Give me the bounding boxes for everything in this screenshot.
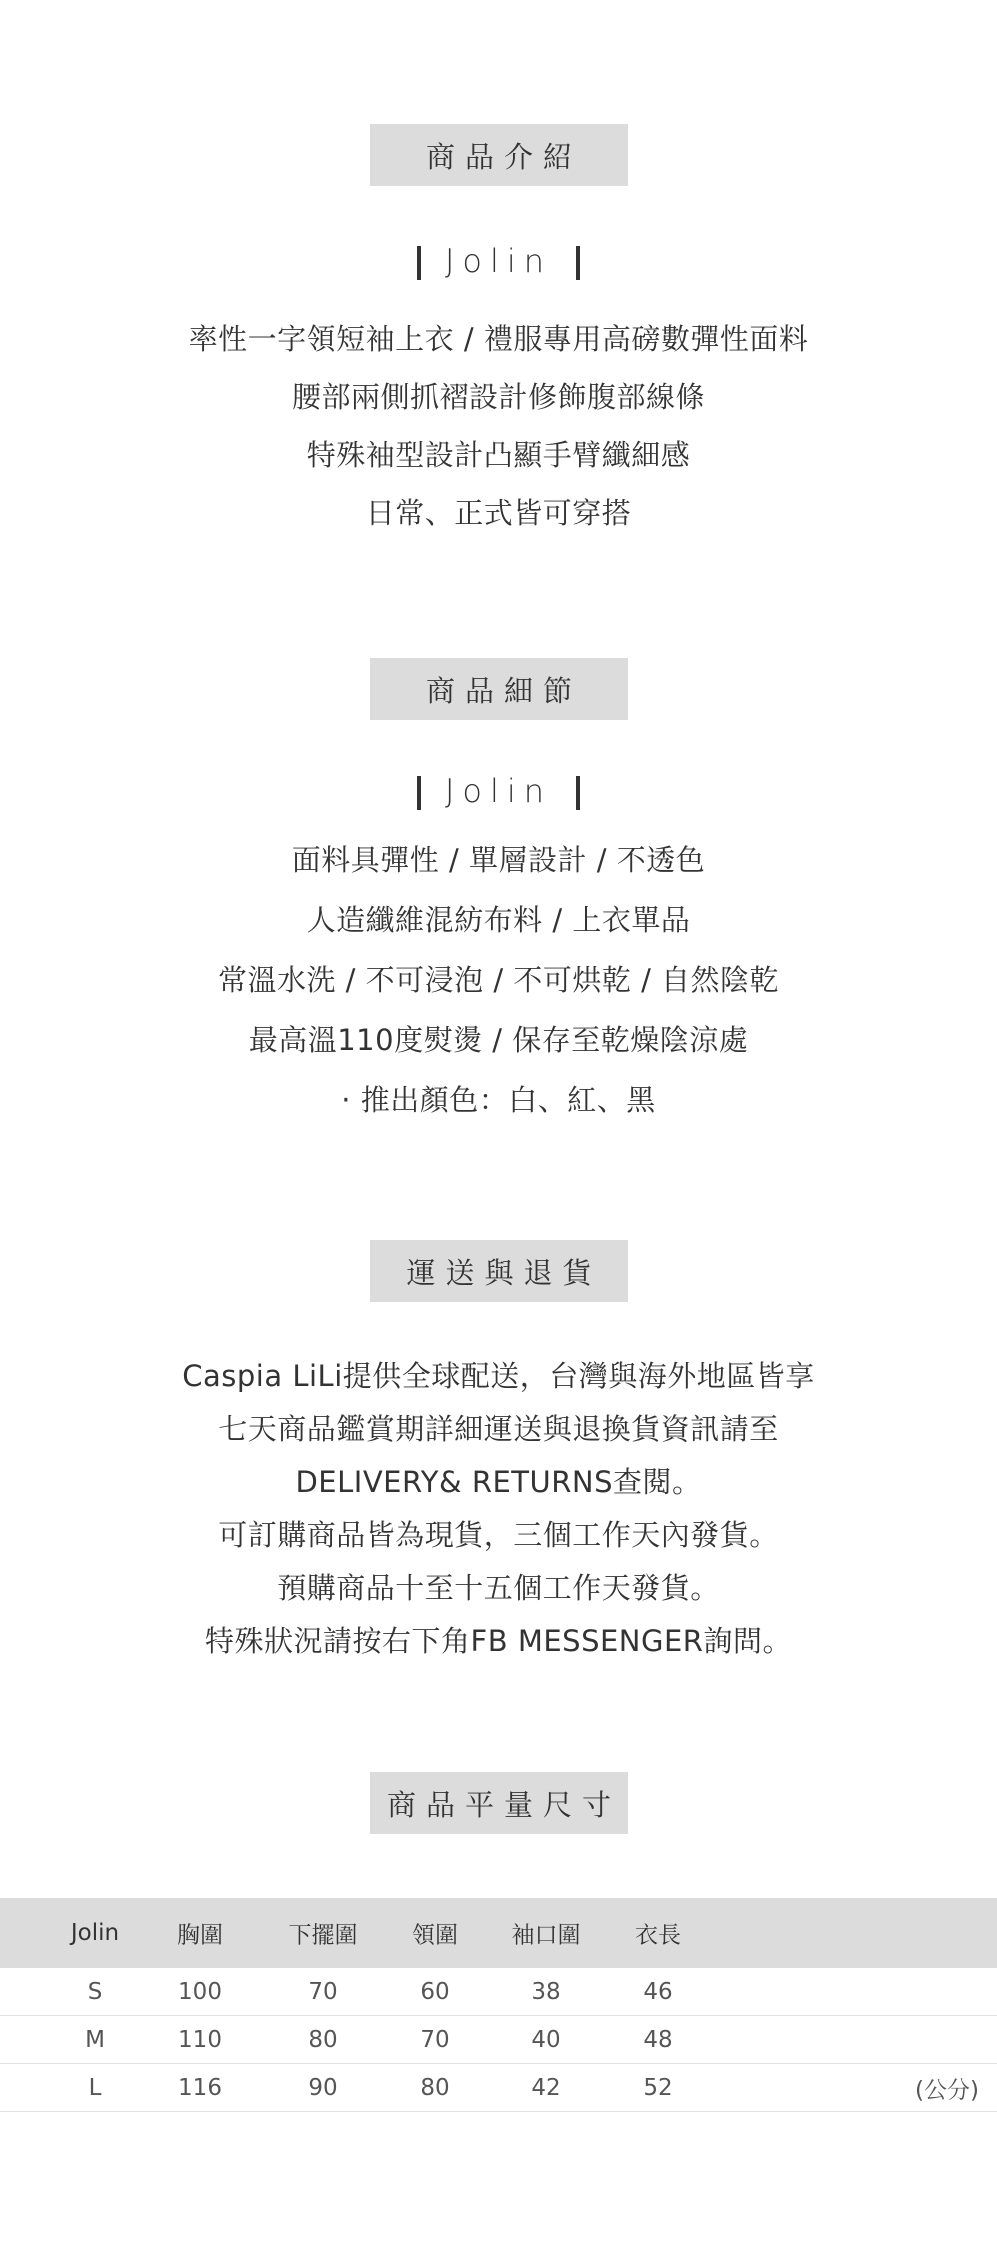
size-cell: 80 [420,2074,450,2101]
size-cell: 90 [308,2074,338,2101]
intro-section-title: 商品介紹 [370,124,628,186]
header-cell: Jolin [70,1920,120,1946]
size-cell: 116 [178,2074,222,2101]
shipping-line: 特殊狀況請按右下角FB MESSENGER詢問。 [205,1624,792,1658]
size-cell: 52 [643,2074,673,2101]
size-cell: 38 [531,1978,561,2005]
shipping-line: 七天商品鑑賞期詳細運送與退換貨資訊請至 [218,1412,779,1446]
intro-line: 日常、正式皆可穿搭 [365,496,632,530]
details-section-title: 商品細節 [370,658,628,720]
size-cell: 80 [308,2026,338,2053]
header-cell: 下擺圍 [288,1922,358,1949]
size-cell: 60 [420,1978,450,2005]
intro-description [0,310,997,542]
shipping-line: Caspia LiLi提供全球配送，台灣與海外地區皆享 [182,1359,815,1393]
brand-bar-left [417,776,421,810]
details-line: 常溫水洗 / 不可浸泡 / 不可烘乾 / 自然陰乾 [217,963,780,997]
intro-line: 率性一字領短袖上衣 / 禮服專用高磅數彈性面料 [188,322,809,356]
details-brand [0,772,997,810]
size-cell: 100 [178,1978,222,2005]
size-cell: 70 [308,1978,338,2005]
header-cell: 胸圍 [177,1922,223,1949]
table-row [0,2064,997,2112]
intro-line: 特殊袖型設計凸顯手臂纖細感 [306,438,691,472]
shipping-section-title: 運送與退貨 [370,1240,628,1302]
header-cell: 衣長 [635,1922,681,1949]
details-list [0,830,997,1130]
size-cell: 70 [420,2026,450,2053]
size-cell: 40 [531,2026,561,2053]
details-line: 人造纖維混紡布料 / 上衣單品 [306,903,691,937]
details-line: · 推出顏色：白、紅、黑 [341,1083,656,1117]
brand-bar-right [576,246,580,280]
size-cell: 110 [178,2026,222,2053]
details-line: 最高溫110度熨燙 / 保存至乾燥陰涼處 [248,1023,749,1057]
size-table [0,1898,997,2112]
intro-brand [0,242,997,280]
intro-brand-name: Jolin [444,242,553,280]
size-cell: M [85,2026,105,2053]
brand-bar-left [417,246,421,280]
details-line: 面料具彈性 / 單層設計 / 不透色 [291,843,706,877]
shipping-line: DELIVERY& RETURNS查閱。 [295,1465,702,1499]
size-cell: S [87,1978,103,2005]
size-cell: 42 [531,2074,561,2101]
sizes-section-title: 商品平量尺寸 [370,1772,628,1834]
header-cell: 領圍 [412,1922,458,1949]
table-row [0,2016,997,2064]
brand-bar-right [576,776,580,810]
header-cell: 袖口圍 [511,1922,581,1949]
shipping-info [0,1350,997,1668]
unit-label: (公分) [915,2077,979,2103]
size-cell: 46 [643,1978,673,2005]
size-table-header [0,1898,997,1968]
shipping-line: 可訂購商品皆為現貨，三個工作天內發貨。 [218,1518,779,1552]
intro-line: 腰部兩側抓褶設計修飾腹部線條 [291,380,705,414]
shipping-line: 預購商品十至十五個工作天發貨。 [277,1571,720,1605]
details-brand-name: Jolin [444,772,553,810]
size-cell: L [88,2074,102,2101]
table-row [0,1968,997,2016]
size-cell: 48 [643,2026,673,2053]
